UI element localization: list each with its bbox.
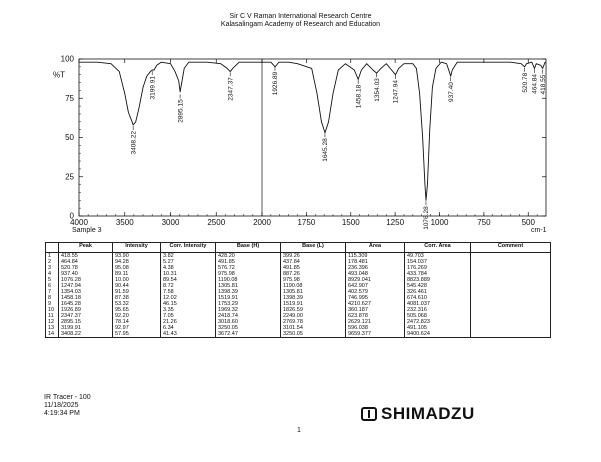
table-cell: 596.038 <box>346 325 405 331</box>
brand-name: SHIMADZU <box>381 404 475 423</box>
table-cell: 491.105 <box>405 325 471 331</box>
table-cell: 7.05 <box>161 313 216 319</box>
table-cell: 505.068 <box>405 313 471 319</box>
table-cell: 3 <box>46 265 59 271</box>
table-cell: 94.28 <box>113 259 161 265</box>
table-cell: 1645.28 <box>59 301 113 307</box>
table-cell: 1926.89 <box>59 307 113 313</box>
table-cell: 491.85 <box>216 259 281 265</box>
x-tick-label: 1750 <box>297 218 316 227</box>
peak-label: 1076.28 <box>423 206 431 230</box>
table-cell: 3408.22 <box>59 331 113 338</box>
table-cell: 154.037 <box>405 259 471 265</box>
x-axis-unit: cm-1 <box>531 227 547 234</box>
table-cell: 2472.823 <box>405 319 471 325</box>
table-cell: 1076.28 <box>59 277 113 283</box>
table-cell: 78.14 <box>113 319 161 325</box>
table-cell: 887.26 <box>281 271 346 277</box>
table-cell: 9400.624 <box>405 331 471 338</box>
table-cell: 3018.60 <box>216 319 281 325</box>
table-header-row <box>46 243 551 253</box>
table-cell: 46.15 <box>161 301 216 307</box>
table-cell: 8 <box>46 295 59 301</box>
table-cell: 493.048 <box>346 271 405 277</box>
report-date: 11/18/2025 <box>44 402 79 409</box>
x-tick-label: 500 <box>521 218 535 227</box>
column-header: Area <box>346 243 405 253</box>
table-cell: 642.907 <box>346 283 405 289</box>
table-cell: 3250.05 <box>216 325 281 331</box>
peak-label: 1645.28 <box>322 138 330 162</box>
table-cell: 399.26 <box>281 253 346 260</box>
x-tick-label: 3500 <box>115 218 134 227</box>
table-cell: 178.481 <box>346 259 405 265</box>
table-cell: 2629.121 <box>346 319 405 325</box>
column-header: Corr. Intensity <box>161 243 216 253</box>
table-cell: 3199.91 <box>59 325 113 331</box>
table-cell: 7 <box>46 289 59 295</box>
table-cell: 89.11 <box>113 271 161 277</box>
table-cell: 4.38 <box>161 265 216 271</box>
table-cell: 1826.59 <box>281 307 346 313</box>
table-cell: 1519.91 <box>216 295 281 301</box>
table-cell: 1398.39 <box>281 295 346 301</box>
table-cell: 10 <box>46 307 59 313</box>
x-tick-label: 1250 <box>386 218 405 227</box>
y-tick-label: 75 <box>65 93 74 103</box>
table-cell <box>471 331 551 338</box>
x-tick-label: 750 <box>477 218 491 227</box>
table-cell: 91.59 <box>113 289 161 295</box>
table-cell: 1398.39 <box>216 289 281 295</box>
table-cell: 326.461 <box>405 289 471 295</box>
table-cell: 6 <box>46 283 59 289</box>
table-cell: 6.34 <box>161 325 216 331</box>
table-cell: 428.20 <box>216 253 281 260</box>
table-cell: 236.396 <box>346 265 405 271</box>
table-cell: 1458.18 <box>59 295 113 301</box>
table-cell: 2895.15 <box>59 319 113 325</box>
table-cell: 746.995 <box>346 295 405 301</box>
y-tick-label: 50 <box>65 133 74 142</box>
table-cell: 5.27 <box>161 259 216 265</box>
table-cell: 3.35 <box>161 307 216 313</box>
table-cell: 90.44 <box>113 283 161 289</box>
column-header: Peak <box>59 243 113 253</box>
peak-label: 418.55 <box>539 74 547 95</box>
table-cell: 92.20 <box>113 313 161 319</box>
page-number: 1 <box>297 427 301 434</box>
table-cell: 57.95 <box>113 331 161 338</box>
table-cell: 2418.74 <box>216 313 281 319</box>
peak-label: 3199.91 <box>149 76 157 100</box>
peak-label: 937.40 <box>447 82 455 102</box>
peak-label: 3408.22 <box>130 131 138 155</box>
table-cell: 12.02 <box>161 295 216 301</box>
table-cell: 937.40 <box>59 271 113 277</box>
table-row <box>46 331 551 338</box>
table-cell: 1753.29 <box>216 301 281 307</box>
peak-label: 2347.37 <box>227 77 235 101</box>
table-cell: 491.85 <box>281 265 346 271</box>
report-title-line2: Kalasalingam Academy of Research and Education <box>220 21 381 28</box>
table-cell: 576.72 <box>216 265 281 271</box>
shimadzu-mark-icon <box>361 407 377 421</box>
table-cell: 1247.94 <box>59 283 113 289</box>
table-cell: 8.72 <box>161 283 216 289</box>
y-tick-label: 100 <box>60 54 74 64</box>
table-cell: 176.269 <box>405 265 471 271</box>
table-cell: 1354.03 <box>59 289 113 295</box>
table-cell: 464.84 <box>59 259 113 265</box>
table-cell: 520.78 <box>59 265 113 271</box>
table-cell: 12 <box>46 319 59 325</box>
x-tick-label: 1500 <box>341 218 360 227</box>
x-tick-label: 2000 <box>253 218 271 227</box>
table-cell: 1 <box>46 253 59 260</box>
table-cell: 975.98 <box>216 271 281 277</box>
x-tick-label: 4000 <box>70 218 88 227</box>
table-cell: 437.84 <box>281 259 346 265</box>
peak-label: 1458.18 <box>355 84 363 109</box>
table-cell: 8929.041 <box>346 277 405 283</box>
table-cell: 2249.00 <box>281 313 346 319</box>
table-cell: 3672.47 <box>216 331 281 338</box>
table-cell: 3.82 <box>161 253 216 260</box>
table-cell: 1190.08 <box>216 277 281 283</box>
peak-label: 1354.03 <box>373 78 381 102</box>
peak-label: 520.78 <box>521 72 529 93</box>
x-tick-label: 3000 <box>161 218 180 227</box>
x-tick-label: 1000 <box>430 218 449 227</box>
table-cell: 4 <box>46 271 59 277</box>
table-cell: 21.26 <box>161 319 216 325</box>
table-cell: 1305.81 <box>216 283 281 289</box>
table-cell: 433.784 <box>405 271 471 277</box>
table-cell: 53.32 <box>113 301 161 307</box>
x-tick-label: 2500 <box>207 218 226 227</box>
table-cell: 4081.037 <box>405 301 471 307</box>
column-header: Base (L) <box>281 243 346 253</box>
table-cell: 402.579 <box>346 289 405 295</box>
table-cell: 1190.08 <box>281 283 346 289</box>
table-cell: 1519.91 <box>281 301 346 307</box>
table-cell: 2769.78 <box>281 319 346 325</box>
table-cell: 360.187 <box>346 307 405 313</box>
table-cell: 9659.377 <box>346 331 405 338</box>
table-cell: 115.309 <box>346 253 405 260</box>
table-cell: 5 <box>46 277 59 283</box>
table-cell: 11 <box>46 313 59 319</box>
table-cell: 3101.54 <box>281 325 346 331</box>
table-cell: 49.703 <box>405 253 471 260</box>
table-cell: 232.316 <box>405 307 471 313</box>
column-header: Corr. Area <box>405 243 471 253</box>
table-cell: 674.610 <box>405 295 471 301</box>
table-cell: 95.08 <box>113 265 161 271</box>
table-cell: 14 <box>46 331 59 338</box>
sample-label: Sample 3 <box>72 227 102 234</box>
shimadzu-logo <box>361 404 475 424</box>
table-cell: 95.65 <box>113 307 161 313</box>
table-cell: 13 <box>46 325 59 331</box>
column-header: Intensity <box>113 243 161 253</box>
y-tick-label: 25 <box>65 172 74 182</box>
report-time: 4:19:34 PM <box>44 410 80 417</box>
table-cell: 623.878 <box>346 313 405 319</box>
peak-label: 2895.15 <box>177 99 185 123</box>
table-cell: 41.43 <box>161 331 216 338</box>
peak-label: 1247.94 <box>392 80 400 104</box>
table-cell: 975.98 <box>281 277 346 283</box>
table-cell: 418.55 <box>59 253 113 260</box>
table-cell: 10.31 <box>161 271 216 277</box>
report-title-line1: Sir C V Raman International Research Centre <box>229 13 372 20</box>
table-cell: 10.00 <box>113 277 161 283</box>
table-cell: 93.90 <box>113 253 161 260</box>
table-cell: 1305.81 <box>281 289 346 295</box>
peak-label: 1926.89 <box>272 71 280 96</box>
instrument-name: IR Tracer - 100 <box>44 394 91 401</box>
table-cell: 92.97 <box>113 325 161 331</box>
table-cell: 2 <box>46 259 59 265</box>
table-cell: 9 <box>46 301 59 307</box>
column-header: Comment <box>471 243 551 253</box>
table-cell: 1969.32 <box>216 307 281 313</box>
y-axis-label: %T <box>53 70 65 80</box>
peak-table <box>45 242 551 338</box>
table-cell: 89.54 <box>161 277 216 283</box>
table-cell: 545.428 <box>405 283 471 289</box>
table-cell: 8823.889 <box>405 277 471 283</box>
column-header: Base (H) <box>216 243 281 253</box>
table-cell: 7.58 <box>161 289 216 295</box>
table-cell: 4210.627 <box>346 301 405 307</box>
table-cell: 87.38 <box>113 295 161 301</box>
table-cell: 2347.37 <box>59 313 113 319</box>
table-cell: 3250.05 <box>281 331 346 338</box>
y-tick-label: 0 <box>69 211 74 221</box>
column-header <box>46 243 59 253</box>
peak-label: 464.84 <box>531 74 539 94</box>
